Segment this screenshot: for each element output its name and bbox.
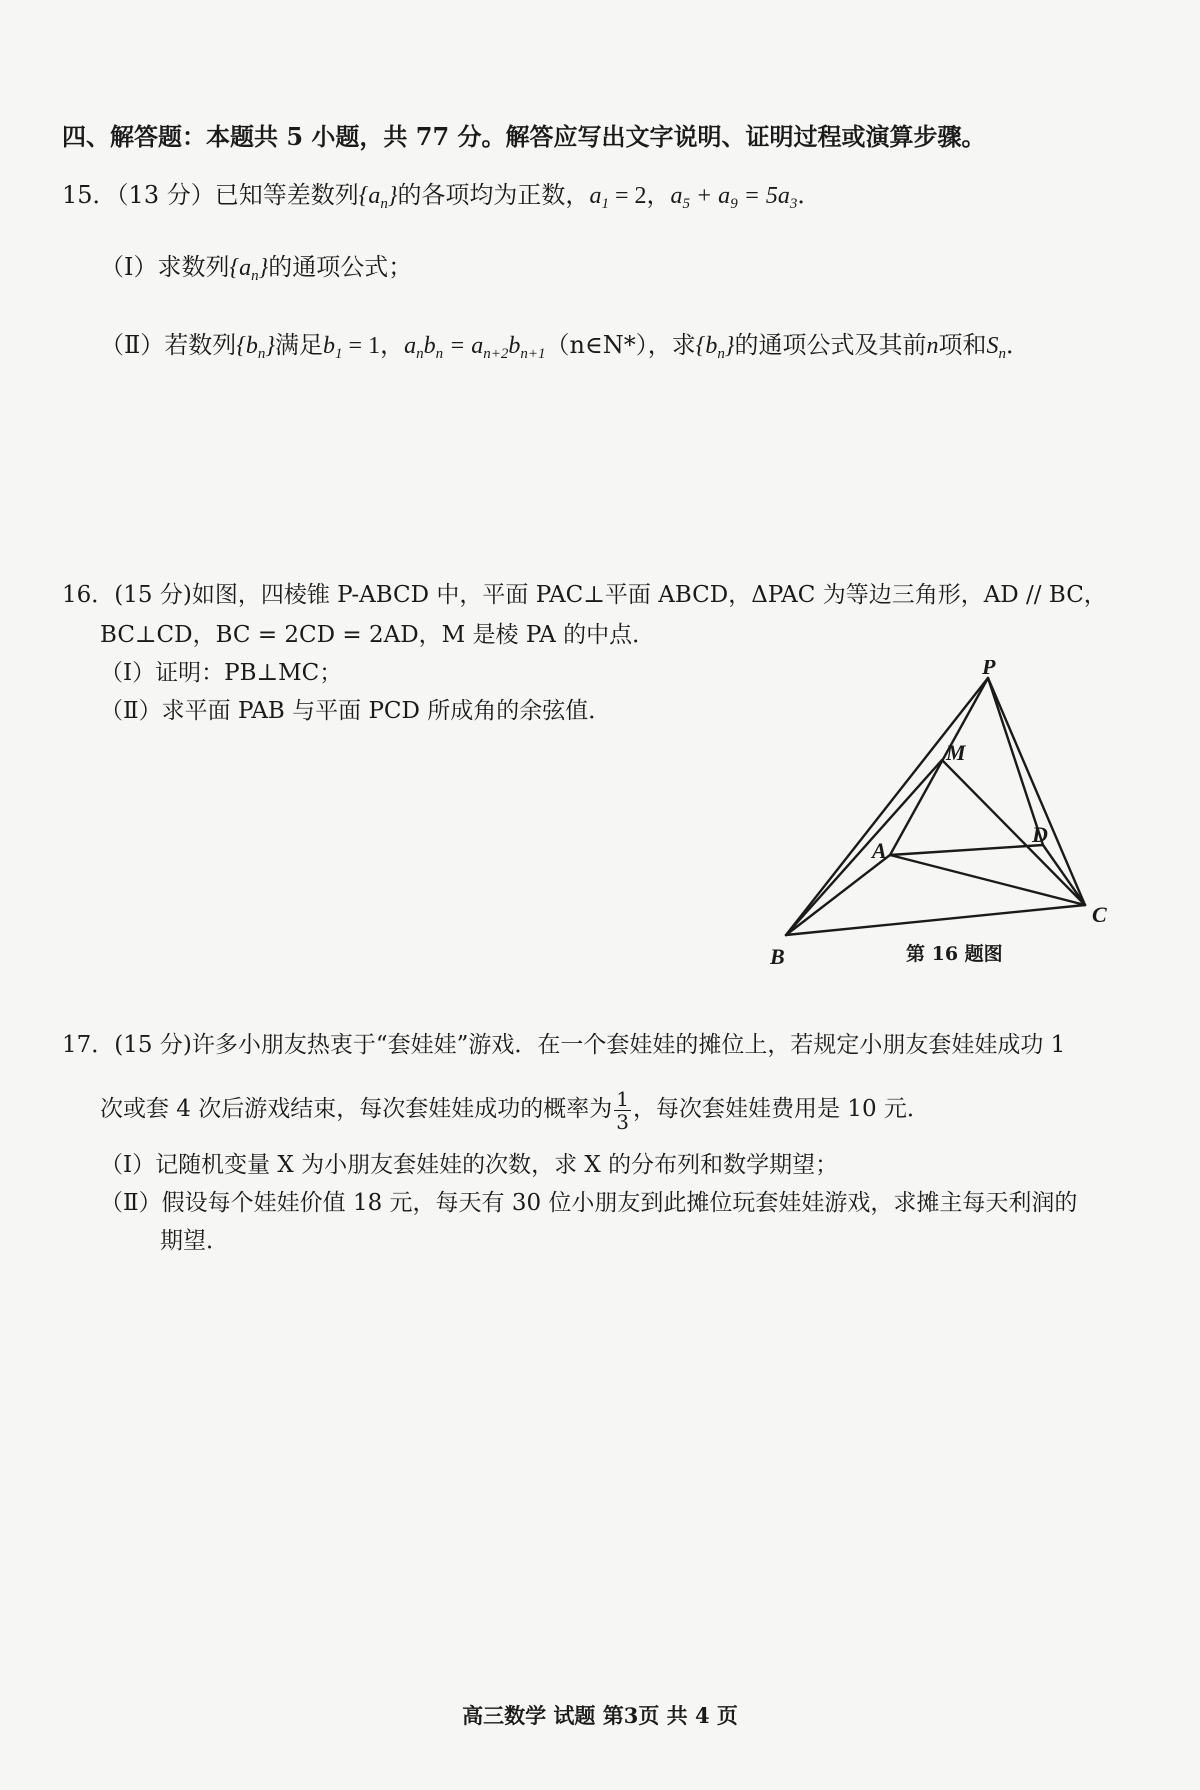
figure-caption: 第 16 题图	[906, 943, 1003, 965]
edge-MB	[786, 760, 942, 935]
label-P: P	[982, 660, 996, 679]
q16-number: 16．	[62, 582, 115, 608]
edge-PB	[786, 678, 988, 935]
probability-fraction: $\frac{1}{3}$	[616, 1086, 629, 1134]
q15-cond-a1: $a_1 = 2$，	[589, 183, 671, 212]
edge-PA	[890, 678, 988, 855]
edge-PD	[988, 678, 1043, 845]
label-M: M	[946, 740, 966, 765]
q15-cond-sum: $a_5 + a_9 = 5a_3$．	[670, 183, 822, 212]
q17-stem-line2: 次或套 4 次后游戏结束，每次套娃娃成功的概率为 $\frac{1}{3}$ ，每次套娃娃费用是 10 元．	[100, 1086, 930, 1134]
edge-BC	[786, 905, 1085, 935]
q17-stem-line1: 17．(15 分)许多小朋友热衷于“套娃娃”游戏．在一个套娃娃的摊位上，若规定小朋友套娃娃成功 1	[62, 1032, 1066, 1058]
q16-stem-line1: 16．(15 分)如图，四棱锥 P-ABCD 中，平面 PAC⊥平面 ABCD，ΔPAC 为等边三角形，AD // BC，	[62, 582, 1107, 608]
q16-points: (15 分)	[114, 582, 192, 608]
q15-recurrence: $a_nb_n = a_{n+2}b_{n+1}$	[404, 333, 546, 362]
edge-MC	[942, 760, 1085, 905]
q17-part1: （Ⅰ）记随机变量 X 为小朋友套娃娃的次数，求 X 的分布列和数学期望；	[100, 1152, 839, 1178]
label-D: D	[1032, 822, 1048, 847]
q16-stem-line2: BC⊥CD，BC = 2CD = 2AD，M 是棱 PA 的中点．	[100, 622, 656, 648]
q15-stem: 15．（13 分）已知等差数列$\{a_n\}$的各项均为正数，$a_1 = 2$，$a_5 + a_9 = 5a_3$．	[62, 181, 822, 212]
q16-part2: （Ⅱ）求平面 PAB 与平面 PCD 所成角的余弦值．	[100, 698, 612, 724]
edge-AD	[890, 845, 1043, 855]
q17-part2: （Ⅱ）假设每个娃娃价值 18 元，每天有 30 位小朋友到此摊位玩套娃娃游戏，求摊主每天利润的	[100, 1190, 1078, 1216]
q15-part2: （Ⅱ）若数列$\{b_n\}$满足$b_1 = 1$，$a_nb_n$ = $a_{n+2}b_{n+1}(n\in N*)$，求$\{b_n\}$的通项公式及其前n项和$S_n$．	[100, 331, 1030, 362]
pyramid-figure	[770, 660, 1130, 970]
label-A: A	[872, 838, 887, 863]
label-C: C	[1092, 902, 1107, 927]
q15-part1: （Ⅰ）求数列$\{a_n\}$的通项公式；	[100, 253, 413, 284]
page-footer: 高三数学 试题 第3页 共 4 页	[462, 1703, 738, 1728]
edge-PC	[988, 678, 1085, 905]
section-heading: 四、解答题：本题共 5 小题，共 77 分。解答应写出文字说明、证明过程或演算步骤。	[62, 122, 986, 151]
q17-points: (15 分)	[114, 1032, 192, 1058]
label-B: B	[770, 944, 785, 969]
q16-part1: （Ⅰ）证明：PB⊥MC；	[100, 660, 343, 686]
q17-number: 17．	[62, 1032, 115, 1058]
q15-points: （13 分）	[116, 181, 215, 209]
q17-part2-cont: 期望．	[160, 1228, 229, 1254]
q15-number: 15．	[62, 181, 117, 209]
